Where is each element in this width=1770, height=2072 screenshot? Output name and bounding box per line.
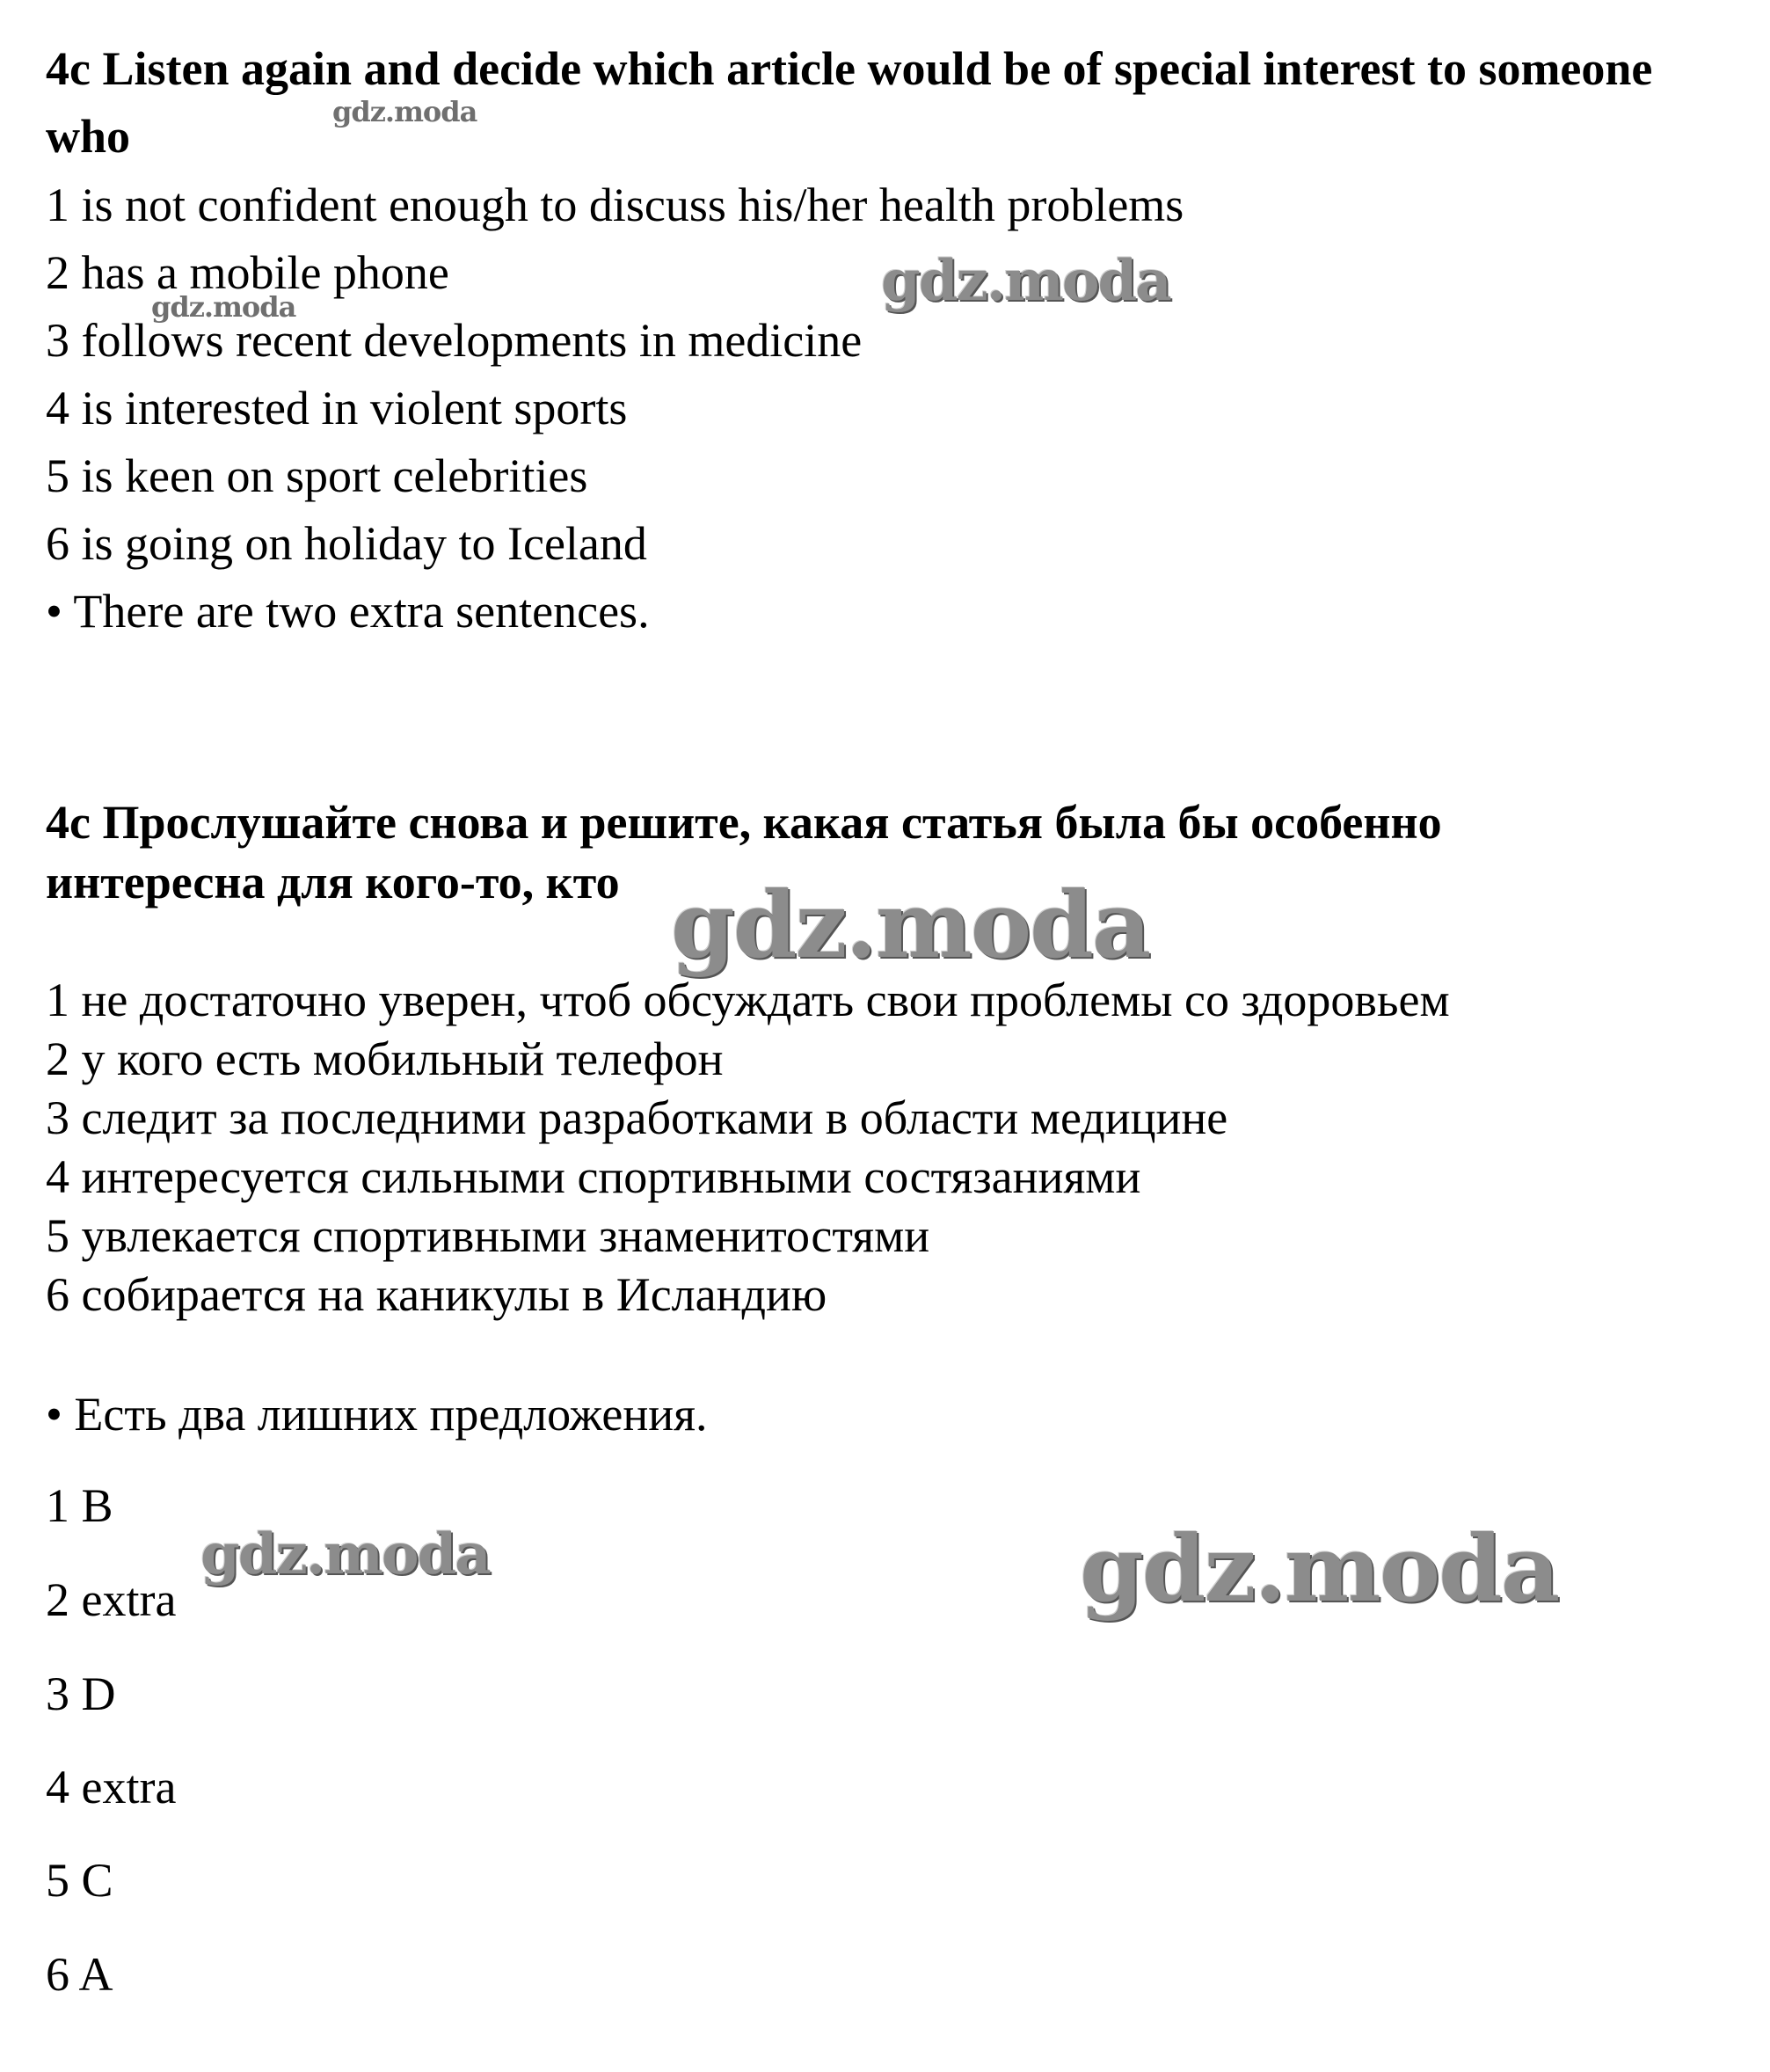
english-item-3: 3 follows recent developments in medicine xyxy=(46,314,863,367)
russian-item-1: 1 не достаточно уверен, чтоб обсуждать свои проблемы со здоровьем xyxy=(46,974,1450,1026)
answer-3: 3 D xyxy=(46,1667,116,1720)
answer-1: 1 B xyxy=(46,1479,113,1532)
russian-item-5: 5 увлекается спортивными знаменитостями xyxy=(46,1209,930,1262)
answer-6: 6 A xyxy=(46,1948,113,2001)
answer-5: 5 C xyxy=(46,1854,113,1907)
english-item-6: 6 is going on holiday to Iceland xyxy=(46,517,647,570)
russian-note: • Есть два лишних предложения. xyxy=(46,1388,708,1441)
watermark: gdz.moda xyxy=(151,290,296,324)
russian-item-2: 2 у кого есть мобильный телефон xyxy=(46,1032,724,1085)
english-item-1: 1 is not confident enough to discuss his/her health problems xyxy=(46,179,1184,231)
watermark: gdz.moda xyxy=(332,95,477,128)
answer-2: 2 extra xyxy=(46,1573,177,1626)
english-note: • There are two extra sentences. xyxy=(46,585,650,638)
answer-4: 4 extra xyxy=(46,1761,177,1813)
watermark: gdz.moda xyxy=(200,1521,490,1587)
russian-item-3: 3 следит за последними разработками в области медицине xyxy=(46,1091,1228,1144)
english-item-2: 2 has a mobile phone xyxy=(46,246,449,299)
watermark: gdz.moda xyxy=(1080,1514,1559,1623)
task-heading-english: 4c Listen again and decide which article would be of special interest to someone who xyxy=(46,42,1653,163)
english-item-4: 4 is interested in violent sports xyxy=(46,382,628,434)
watermark: gdz.moda xyxy=(881,248,1170,314)
russian-item-4: 4 интересуется сильными спортивными состязаниями xyxy=(46,1150,1141,1203)
russian-item-6: 6 собирается на каникулы в Исландию xyxy=(46,1268,827,1321)
task-heading-russian: 4c Прослушайте снова и решите, какая статья была бы особенно интересна для кого-то, кто xyxy=(46,796,1442,908)
english-item-5: 5 is keen on sport celebrities xyxy=(46,449,588,502)
watermark: gdz.moda xyxy=(671,871,1150,979)
